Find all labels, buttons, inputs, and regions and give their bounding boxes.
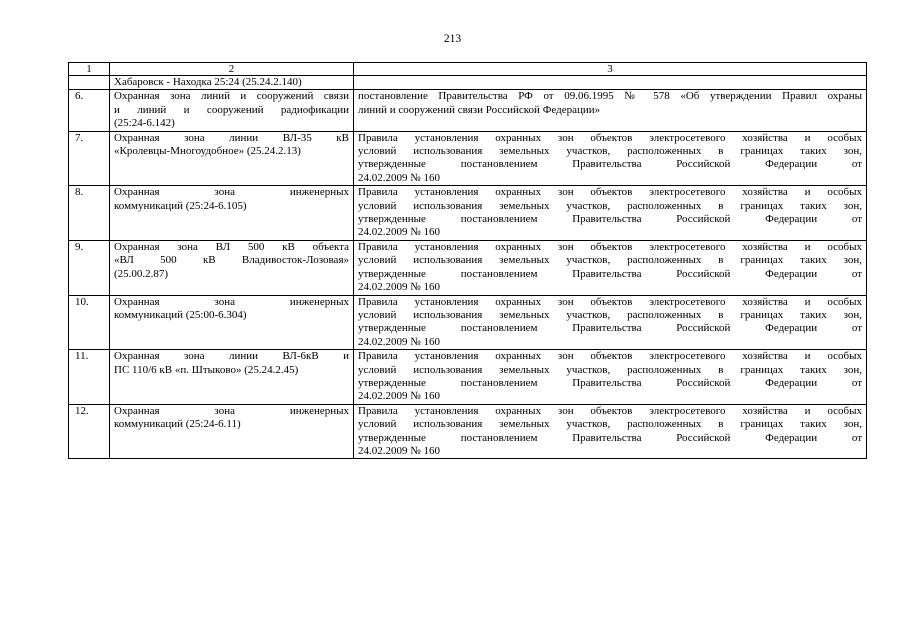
legal-basis-line: Правила установления охранных зон объектов электросетевого хозяйства и особых <box>358 404 862 417</box>
row-number: 7. <box>69 131 110 186</box>
legal-basis-line: утвержденные постановлением Правительства Российской Федерации от <box>358 213 862 226</box>
legal-basis-line: условий использования земельных участков, расположенных в границах таких зон, <box>358 254 862 267</box>
continuation-num <box>69 76 110 90</box>
zone-name-line: «Кролевцы-Многоудобное» (25.24.2.13) <box>114 145 301 158</box>
table-row <box>69 131 867 186</box>
zone-name <box>110 186 354 241</box>
zone-name-line: (25:24-6.142) <box>114 117 175 130</box>
legal-basis-line: постановление Правительства РФ от 09.06.1995 № 578 «Об утверждении Правил охраны <box>358 90 862 103</box>
zone-name <box>110 350 354 405</box>
zone-name <box>110 404 354 459</box>
legal-basis <box>354 404 867 459</box>
row-number: 11. <box>69 350 110 405</box>
table-row <box>69 295 867 350</box>
zone-name-line: «ВЛ 500 кВ Владивосток-Лозовая» <box>114 254 349 267</box>
zone-name-line: Охранная зона инженерных <box>114 404 349 417</box>
row-number: 10. <box>69 295 110 350</box>
table-row <box>69 240 867 295</box>
zone-name <box>110 240 354 295</box>
legal-basis-line: утвержденные постановлением Правительства Российской Федерации от <box>358 322 862 335</box>
legal-basis-line: утвержденные постановлением Правительства Российской Федерации от <box>358 267 862 280</box>
legal-basis-line: 24.02.2009 № 160 <box>358 390 440 403</box>
continuation-name: Хабаровск - Находка 25:24 (25.24.2.140) <box>110 76 354 90</box>
table-row <box>69 404 867 459</box>
legal-basis-line: утвержденные постановлением Правительства Российской Федерации от <box>358 431 862 444</box>
table-row <box>69 186 867 241</box>
header-col-1: 1 <box>69 63 110 76</box>
zone-name <box>110 131 354 186</box>
zone-name-line: и линий и сооружений радиофикации <box>114 103 349 116</box>
continuation-row <box>69 76 867 90</box>
legal-basis-line: 24.02.2009 № 160 <box>358 171 440 184</box>
legal-basis-line: утвержденные постановлением Правительства Российской Федерации от <box>358 376 862 389</box>
legal-basis-line: линий и сооружений связи Российской Федерации» <box>358 103 601 116</box>
legal-basis-line: Правила установления охранных зон объектов электросетевого хозяйства и особых <box>358 350 862 363</box>
header-col-2: 2 <box>110 63 354 76</box>
zones-table <box>68 62 867 459</box>
zone-name-line: Охранная зона инженерных <box>114 295 349 308</box>
legal-basis-line: условий использования земельных участков, расположенных в границах таких зон, <box>358 199 862 212</box>
row-number: 6. <box>69 90 110 131</box>
header-col-3: 3 <box>354 63 867 76</box>
legal-basis-line: утвержденные постановлением Правительства Российской Федерации от <box>358 158 862 171</box>
legal-basis-line: Правила установления охранных зон объектов электросетевого хозяйства и особых <box>358 295 862 308</box>
table-row <box>69 350 867 405</box>
legal-basis-line: условий использования земельных участков, расположенных в границах таких зон, <box>358 145 862 158</box>
legal-basis-line: условий использования земельных участков, расположенных в границах таких зон, <box>358 363 862 376</box>
legal-basis-line: Правила установления охранных зон объектов электросетевого хозяйства и особых <box>358 186 862 199</box>
legal-basis-line: 24.02.2009 № 160 <box>358 281 440 294</box>
zone-name-line: Охранная зона линии ВЛ-35 кВ <box>114 131 349 144</box>
legal-basis-line: 24.02.2009 № 160 <box>358 335 440 348</box>
legal-basis <box>354 240 867 295</box>
legal-basis <box>354 350 867 405</box>
legal-basis-line: Правила установления охранных зон объектов электросетевого хозяйства и особых <box>358 240 862 253</box>
header-row <box>69 63 867 76</box>
legal-basis <box>354 186 867 241</box>
legal-basis-line: условий использования земельных участков, расположенных в границах таких зон, <box>358 418 862 431</box>
row-number: 9. <box>69 240 110 295</box>
page-number: 213 <box>443 33 462 45</box>
zone-name-line: Охранная зона линий и сооружений связи <box>114 90 349 103</box>
zone-name-line: Охранная зона ВЛ 500 кВ объекта <box>114 240 349 253</box>
zone-name <box>110 90 354 131</box>
zone-name-line: (25.00.2.87) <box>114 267 169 280</box>
legal-basis-line: 24.02.2009 № 160 <box>358 444 440 457</box>
row-number: 12. <box>69 404 110 459</box>
legal-basis <box>354 90 867 131</box>
zone-name-line: коммуникаций (25:24-6.105) <box>114 199 247 212</box>
zone-name-line: Охранная зона инженерных <box>114 186 349 199</box>
table-row <box>69 90 867 131</box>
legal-basis <box>354 131 867 186</box>
continuation-basis <box>354 76 867 90</box>
legal-basis-line: условий использования земельных участков, расположенных в границах таких зон, <box>358 308 862 321</box>
legal-basis <box>354 295 867 350</box>
legal-basis-line: Правила установления охранных зон объектов электросетевого хозяйства и особых <box>358 131 862 144</box>
zone-name-line: Охранная зона линии ВЛ-6кВ и <box>114 350 349 363</box>
zone-name-line: коммуникаций (25:00-6.304) <box>114 308 247 321</box>
zone-name-line: коммуникаций (25:24-6.11) <box>114 418 241 431</box>
zone-name-line: ПС 110/6 кВ «п. Штыково» (25.24.2.45) <box>114 363 299 376</box>
row-number: 8. <box>69 186 110 241</box>
zone-name <box>110 295 354 350</box>
legal-basis-line: 24.02.2009 № 160 <box>358 226 440 239</box>
table-body <box>69 63 867 459</box>
